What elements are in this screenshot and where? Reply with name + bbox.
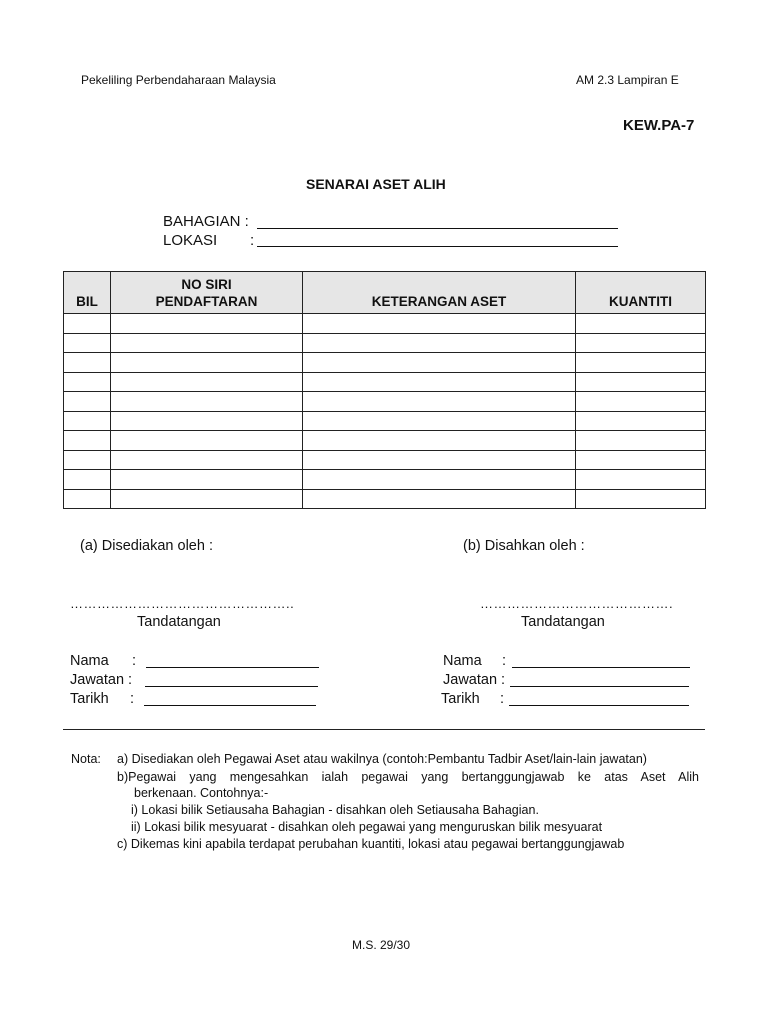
- prepared-tarikh-field[interactable]: [144, 705, 316, 706]
- keterangan-cell[interactable]: [303, 392, 576, 412]
- prepared-by-heading: (a) Disediakan oleh :: [80, 538, 213, 554]
- table-row: [64, 314, 706, 334]
- bil-cell[interactable]: [64, 333, 111, 353]
- prepared-nama-colon: :: [132, 653, 137, 669]
- bahagian-label: BAHAGIAN :: [163, 213, 249, 230]
- no-siri-cell[interactable]: [111, 333, 303, 353]
- verified-jawatan-label: Jawatan :: [443, 672, 506, 688]
- no-siri-cell[interactable]: [111, 411, 303, 431]
- page-number: M.S. 29/30: [352, 938, 411, 952]
- kuantiti-cell[interactable]: [576, 372, 706, 392]
- kuantiti-cell[interactable]: [576, 392, 706, 412]
- bil-cell[interactable]: [64, 489, 111, 509]
- prepared-tarikh-label: Tarikh: [70, 691, 109, 707]
- page-title: SENARAI ASET ALIH: [306, 176, 446, 192]
- keterangan-cell[interactable]: [303, 450, 576, 470]
- keterangan-cell[interactable]: [303, 431, 576, 451]
- bil-cell[interactable]: [64, 450, 111, 470]
- no-siri-cell[interactable]: [111, 372, 303, 392]
- prepared-jawatan-field[interactable]: [145, 686, 318, 687]
- col-no-siri-line1: NO SIRI: [181, 277, 232, 292]
- keterangan-cell[interactable]: [303, 353, 576, 373]
- kuantiti-cell[interactable]: [576, 333, 706, 353]
- note-c: c) Dikemas kini apabila terdapat perubahan kuantiti, lokasi atau pegawai bertanggungjawab: [117, 837, 625, 851]
- note-a: a) Disediakan oleh Pegawai Aset atau wakilnya (contoh:Pembantu Tadbir Aset/lain-lain jawatan): [117, 752, 647, 766]
- prepared-nama-label: Nama: [70, 653, 109, 669]
- note-b-line2: berkenaan. Contohnya:-: [134, 786, 269, 800]
- table-row: [64, 450, 706, 470]
- verified-tarikh-colon: :: [500, 691, 505, 707]
- kuantiti-cell[interactable]: [576, 411, 706, 431]
- bil-cell[interactable]: [64, 314, 111, 334]
- no-siri-cell[interactable]: [111, 450, 303, 470]
- keterangan-cell[interactable]: [303, 489, 576, 509]
- bil-cell[interactable]: [64, 392, 111, 412]
- no-siri-cell[interactable]: [111, 489, 303, 509]
- keterangan-cell[interactable]: [303, 333, 576, 353]
- no-siri-cell[interactable]: [111, 470, 303, 490]
- prepared-tarikh-colon: :: [130, 691, 135, 707]
- note-b-i: i) Lokasi bilik Setiausaha Bahagian - disahkan oleh Setiausaha Bahagian.: [131, 803, 539, 817]
- bil-cell[interactable]: [64, 431, 111, 451]
- form-code: KEW.PA-7: [623, 117, 695, 134]
- table-row: [64, 392, 706, 412]
- bil-cell[interactable]: [64, 411, 111, 431]
- table-row: [64, 333, 706, 353]
- table-row: [64, 411, 706, 431]
- col-bil: BIL: [64, 272, 111, 314]
- table-row: [64, 470, 706, 490]
- prepared-by-sign-label: Tandatangan: [137, 614, 221, 630]
- col-kuantiti: KUANTITI: [576, 272, 706, 314]
- keterangan-cell[interactable]: [303, 470, 576, 490]
- prepared-nama-field[interactable]: [146, 667, 319, 668]
- notes-label: Nota:: [71, 752, 101, 766]
- kuantiti-cell[interactable]: [576, 489, 706, 509]
- asset-table: [63, 271, 706, 509]
- col-no-siri: [111, 272, 303, 314]
- col-no-siri-line2: PENDAFTARAN: [155, 294, 258, 309]
- bil-cell[interactable]: [64, 372, 111, 392]
- table-row: [64, 353, 706, 373]
- bil-cell[interactable]: [64, 353, 111, 373]
- header-left: Pekeliling Perbendaharaan Malaysia: [81, 73, 276, 87]
- verified-jawatan-field[interactable]: [510, 686, 689, 687]
- kuantiti-cell[interactable]: [576, 470, 706, 490]
- verified-nama-field[interactable]: [512, 667, 690, 668]
- no-siri-cell[interactable]: [111, 431, 303, 451]
- verified-by-signature-line[interactable]: …………………………………….: [480, 596, 674, 611]
- kuantiti-cell[interactable]: [576, 314, 706, 334]
- bahagian-field[interactable]: [257, 228, 618, 229]
- table-header-row: [64, 272, 706, 314]
- kuantiti-cell[interactable]: [576, 450, 706, 470]
- keterangan-cell[interactable]: [303, 314, 576, 334]
- no-siri-cell[interactable]: [111, 353, 303, 373]
- verified-tarikh-field[interactable]: [509, 705, 689, 706]
- section-divider: [63, 729, 705, 730]
- table-row: [64, 372, 706, 392]
- note-b-line1: b)Pegawai yang mengesahkan ialah pegawai yang bertanggungjawab ke atas Aset Alih: [117, 770, 699, 784]
- kuantiti-cell[interactable]: [576, 431, 706, 451]
- bil-cell[interactable]: [64, 470, 111, 490]
- header-right: AM 2.3 Lampiran E: [576, 73, 679, 87]
- no-siri-cell[interactable]: [111, 314, 303, 334]
- prepared-by-signature-line[interactable]: …………………………………………..: [70, 596, 295, 611]
- kuantiti-cell[interactable]: [576, 353, 706, 373]
- col-keterangan: KETERANGAN ASET: [303, 272, 576, 314]
- table-row: [64, 489, 706, 509]
- verified-nama-label: Nama: [443, 653, 482, 669]
- verified-nama-colon: :: [502, 653, 507, 669]
- verified-by-heading: (b) Disahkan oleh :: [463, 538, 585, 554]
- lokasi-field[interactable]: [257, 246, 618, 247]
- keterangan-cell[interactable]: [303, 372, 576, 392]
- table-row: [64, 431, 706, 451]
- verified-by-sign-label: Tandatangan: [521, 614, 605, 630]
- prepared-jawatan-label: Jawatan :: [70, 672, 133, 688]
- keterangan-cell[interactable]: [303, 411, 576, 431]
- lokasi-colon: :: [250, 232, 255, 249]
- lokasi-label: LOKASI: [163, 232, 218, 249]
- verified-tarikh-label: Tarikh: [441, 691, 480, 707]
- no-siri-cell[interactable]: [111, 392, 303, 412]
- note-b-ii: ii) Lokasi bilik mesyuarat - disahkan oleh pegawai yang menguruskan bilik mesyuarat: [131, 820, 603, 834]
